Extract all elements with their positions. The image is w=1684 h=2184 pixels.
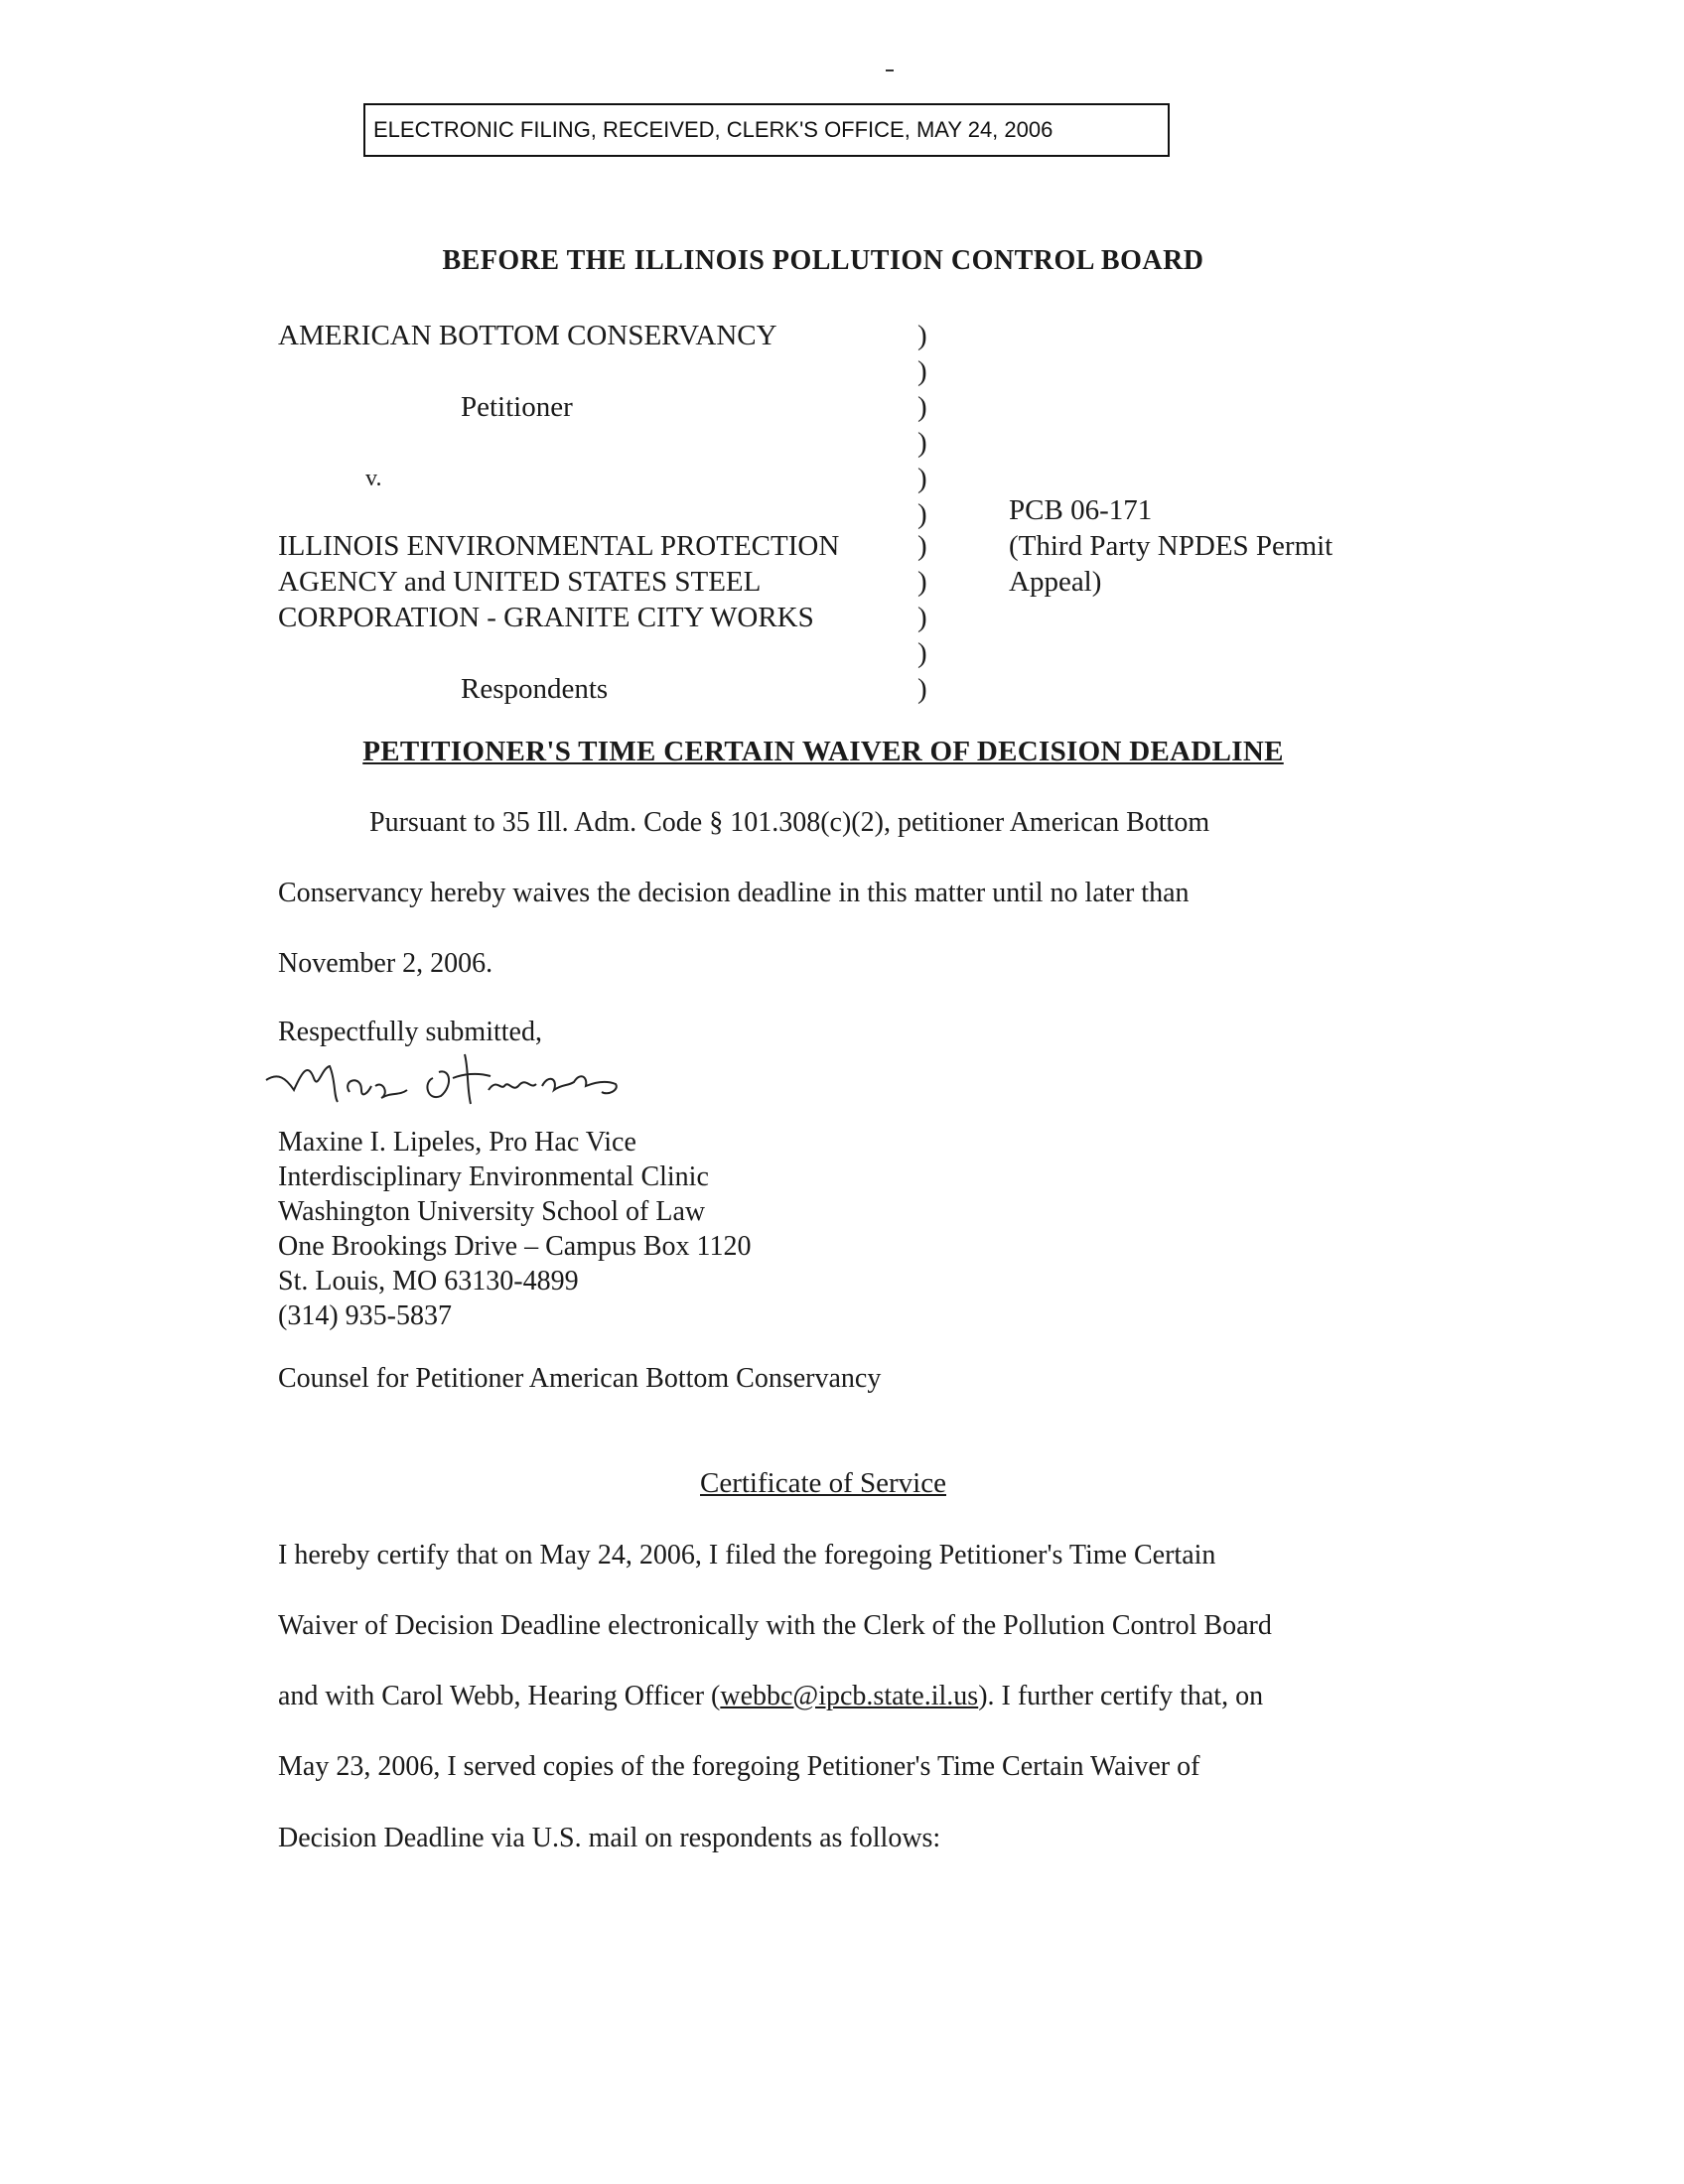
caption-paren: ) bbox=[917, 566, 927, 598]
caption-paren: ) bbox=[917, 463, 927, 494]
caption-paren: ) bbox=[917, 637, 927, 669]
certificate-line-3-start: and with Carol Webb, Hearing Officer ( bbox=[278, 1681, 721, 1711]
certificate-line-1: I hereby certify that on May 24, 2006, I filed the foregoing Petitioner's Time Certain bbox=[278, 1540, 1216, 1570]
certificate-line-3-end: ). I further certify that, on bbox=[978, 1681, 1264, 1711]
filing-stamp: ELECTRONIC FILING, RECEIVED, CLERK'S OFFICE, MAY 24, 2006 bbox=[363, 103, 1170, 157]
court-title: BEFORE THE ILLINOIS POLLUTION CONTROL BOARD bbox=[442, 245, 1204, 276]
address-line-1: One Brookings Drive – Campus Box 1120 bbox=[278, 1231, 752, 1262]
case-type-line-1: (Third Party NPDES Permit bbox=[1009, 530, 1333, 562]
versus-label: v. bbox=[365, 466, 382, 491]
respondent-line-1: ILLINOIS ENVIRONMENTAL PROTECTION bbox=[278, 530, 840, 562]
certificate-line-5: Decision Deadline via U.S. mail on respondents as follows: bbox=[278, 1823, 941, 1853]
address-line-2: St. Louis, MO 63130-4899 bbox=[278, 1266, 579, 1297]
petitioner-label: Petitioner bbox=[461, 391, 573, 423]
caption-paren: ) bbox=[917, 673, 927, 705]
hearing-officer-email-link[interactable]: webbc@ipcb.state.il.us bbox=[720, 1681, 979, 1711]
case-type-line-2: Appeal) bbox=[1009, 566, 1102, 598]
scan-mark bbox=[886, 69, 894, 71]
document-heading: PETITIONER'S TIME CERTAIN WAIVER OF DECISION DEADLINE bbox=[362, 736, 1284, 767]
handwritten-signature bbox=[258, 1021, 675, 1130]
respondent-line-2: AGENCY and UNITED STATES STEEL bbox=[278, 566, 762, 598]
attorney-name: Maxine I. Lipeles, Pro Hac Vice bbox=[278, 1127, 636, 1158]
signature-block bbox=[278, 1125, 752, 1333]
caption-paren: ) bbox=[917, 391, 927, 423]
petitioner-name: AMERICAN BOTTOM CONSERVANCY bbox=[278, 320, 777, 351]
caption-paren: ) bbox=[917, 498, 927, 530]
school-name: Washington University School of Law bbox=[278, 1196, 706, 1227]
caption-paren: ) bbox=[917, 602, 927, 633]
counsel-line: Counsel for Petitioner American Bottom Conservancy bbox=[278, 1363, 882, 1394]
waiver-line-1: Pursuant to 35 Ill. Adm. Code § 101.308(c)(2), petitioner American Bottom bbox=[369, 807, 1210, 838]
waiver-line-2: Conservancy hereby waives the decision deadline in this matter until no later than bbox=[278, 878, 1190, 908]
caption-paren: ) bbox=[917, 427, 927, 459]
closing: Respectfully submitted, bbox=[278, 1017, 542, 1047]
certificate-heading: Certificate of Service bbox=[700, 1467, 946, 1499]
respondent-line-3: CORPORATION - GRANITE CITY WORKS bbox=[278, 602, 814, 633]
clinic-name: Interdisciplinary Environmental Clinic bbox=[278, 1161, 709, 1192]
respondent-label: Respondents bbox=[461, 673, 609, 705]
caption-paren: ) bbox=[917, 530, 927, 562]
certificate-line-3 bbox=[278, 1681, 1263, 1712]
caption-paren: ) bbox=[917, 320, 927, 351]
case-number: PCB 06-171 bbox=[1009, 494, 1153, 526]
certificate-line-4: May 23, 2006, I served copies of the foregoing Petitioner's Time Certain Waiver of bbox=[278, 1751, 1200, 1782]
caption-paren: ) bbox=[917, 355, 927, 387]
phone-number: (314) 935-5837 bbox=[278, 1300, 452, 1331]
waiver-line-3: November 2, 2006. bbox=[278, 948, 493, 979]
certificate-line-2: Waiver of Decision Deadline electronically with the Clerk of the Pollution Control Board bbox=[278, 1610, 1272, 1641]
